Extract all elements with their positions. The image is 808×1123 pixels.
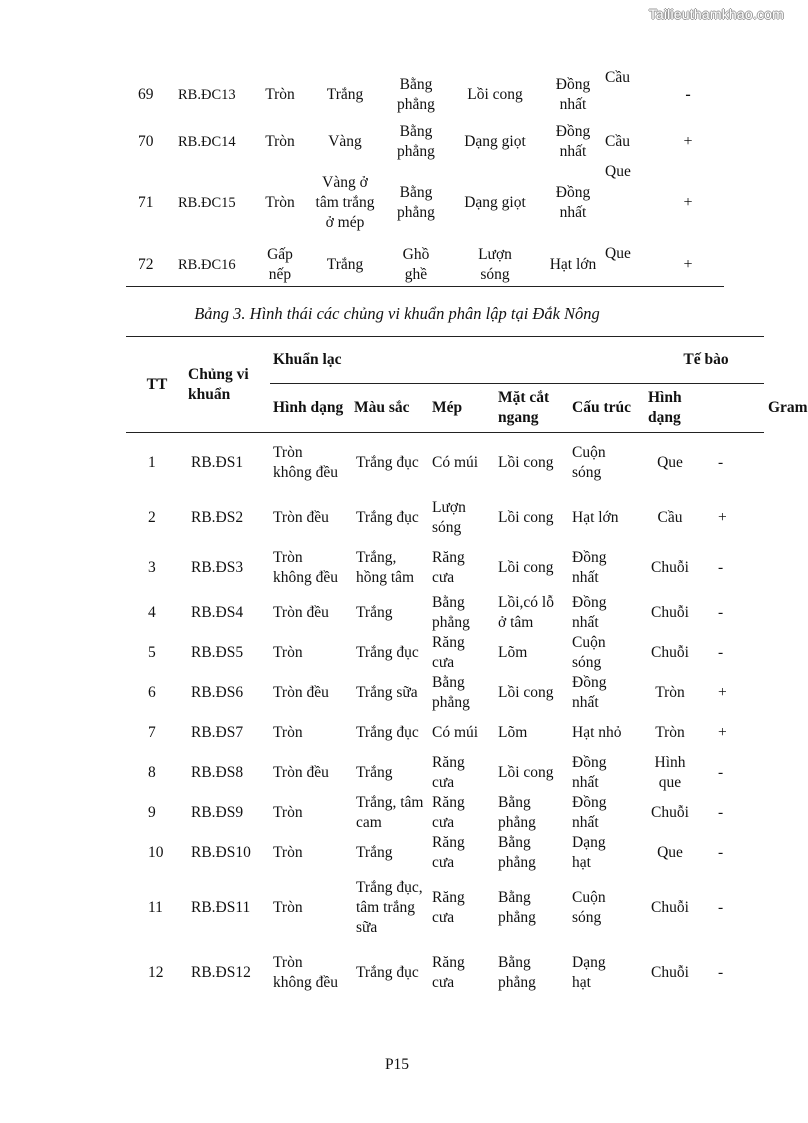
row-color: Trắng đục — [356, 453, 419, 471]
row-gram: + — [718, 723, 727, 741]
row-edge: Răng cưa — [432, 548, 465, 586]
row-structure: Cuộn sóng — [572, 443, 606, 481]
row-shape: Tròn không đều — [273, 548, 339, 586]
row-tt: 5 — [148, 643, 156, 661]
row-structure: Cuộn sóng — [572, 888, 606, 926]
row-strain: RB.ĐS6 — [191, 683, 244, 701]
row-cross-section: Lồi cong — [467, 86, 523, 103]
row-strain: RB.ĐS9 — [191, 803, 244, 821]
header-color: Màu sắc — [354, 384, 432, 433]
row-edge: Bằng phẳng — [397, 76, 435, 113]
row-color: Trắng đục — [356, 963, 419, 981]
row-tt: 7 — [148, 723, 156, 741]
header-cell: Tế bào — [648, 337, 764, 384]
row-gram: - — [718, 898, 724, 916]
table-row — [126, 68, 724, 122]
row-strain: RB.ĐS7 — [191, 723, 244, 741]
row-tt: 11 — [148, 898, 163, 916]
table-row — [126, 793, 764, 833]
row-edge: Bằng phẳng — [397, 184, 435, 221]
row-cross-section: Lượn sóng — [478, 245, 512, 283]
row-cross-section: Lồi,có lỗ ở tâm — [498, 593, 554, 631]
row-color: Vàng — [328, 133, 362, 150]
table-row — [126, 543, 764, 593]
row-cell-shape: Chuỗi — [651, 898, 689, 916]
row-tt: 10 — [148, 843, 164, 861]
row-tt: 9 — [148, 803, 156, 821]
row-edge: Răng cưa — [432, 633, 465, 671]
row-tt: 1 — [148, 453, 156, 471]
row-edge: Răng cưa — [432, 753, 465, 791]
row-gram: - — [718, 963, 724, 981]
table-row — [126, 753, 764, 793]
row-edge: Có múi — [432, 723, 479, 741]
row-structure: Hạt lớn — [572, 508, 619, 526]
row-edge: Bằng phẳng — [397, 123, 435, 160]
table-row — [126, 162, 724, 244]
row-tt: 8 — [148, 763, 156, 781]
row-edge: Lượn sóng — [432, 498, 466, 536]
row-shape: Tròn — [273, 723, 303, 741]
row-edge: Ghồ ghề — [402, 245, 430, 283]
row-tt: 70 — [138, 133, 154, 150]
row-gram: + — [683, 194, 693, 211]
row-edge: Răng cưa — [432, 793, 465, 831]
row-strain: RB.ĐS10 — [191, 843, 251, 861]
continuation-table — [126, 68, 724, 287]
header-tt: TT — [126, 337, 188, 433]
row-structure: Cuộn sóng — [572, 633, 606, 671]
table-row — [126, 943, 764, 1003]
row-cross-section: Lồi cong — [498, 683, 554, 701]
row-structure: Đồng nhất — [572, 593, 607, 631]
row-gram: + — [683, 133, 693, 150]
row-structure: Dạng hạt — [572, 833, 606, 871]
row-cell-shape: Chuỗi — [651, 643, 689, 661]
header-colony: Khuẩn lạc — [270, 337, 648, 384]
row-color: Trắng — [356, 843, 393, 861]
table-row — [126, 593, 764, 633]
row-shape: Gấp nếp — [267, 245, 293, 283]
row-color: Trắng — [356, 763, 393, 781]
header-shape: Hình dạng — [270, 384, 354, 433]
row-cross-section: Lõm — [498, 723, 528, 741]
table-row — [126, 873, 764, 943]
row-tt: 4 — [148, 603, 156, 621]
row-structure: Đồng nhất — [555, 184, 591, 221]
row-gram: - — [718, 603, 724, 621]
row-strain: RB.ĐS3 — [191, 558, 244, 576]
row-color: Trắng — [326, 255, 364, 273]
row-structure: Hạt lớn — [549, 255, 597, 273]
header-cell-shape: Hình dạng — [648, 384, 710, 433]
row-cell-shape: Que — [657, 843, 683, 861]
table-row — [126, 673, 764, 713]
table-row — [126, 433, 764, 493]
row-structure: Đồng nhất — [572, 548, 607, 586]
row-cross-section: Lồi cong — [498, 508, 554, 526]
row-tt: 72 — [138, 255, 154, 273]
table-row — [126, 633, 764, 673]
table-row — [126, 493, 764, 543]
row-gram: + — [718, 508, 727, 526]
row-cross-section: Bằng phẳng — [498, 953, 536, 991]
row-edge: Răng cưa — [432, 833, 465, 871]
row-cross-section: Dạng giọt — [464, 194, 526, 211]
row-cell-shape: Que — [605, 163, 631, 180]
row-shape: Tròn — [265, 86, 295, 103]
row-shape: Tròn — [273, 803, 303, 821]
row-shape: Tròn — [273, 898, 303, 916]
row-shape: Tròn đều — [273, 683, 329, 701]
row-structure: Đồng nhất — [555, 76, 591, 113]
row-strain: RB.ĐS2 — [191, 508, 244, 526]
table-row — [126, 122, 724, 162]
row-color: Trắng sữa — [356, 683, 418, 701]
row-color: Trắng, hồng tâm — [356, 548, 415, 586]
row-strain: RB.ĐC13 — [178, 87, 236, 103]
row-color: Trắng — [326, 86, 364, 103]
table-row — [126, 833, 764, 873]
row-gram: - — [718, 763, 724, 781]
watermark: Tailieuthamkhao.com — [648, 6, 784, 22]
page-number: P15 — [384, 1056, 410, 1073]
row-tt: 2 — [148, 508, 156, 526]
row-cell-shape: Que — [657, 453, 683, 471]
row-gram: + — [683, 255, 693, 273]
header-structure: Cấu trúc — [572, 384, 648, 433]
row-strain: RB.ĐC16 — [178, 256, 236, 273]
row-shape: Tròn đều — [273, 763, 329, 781]
row-cell-shape: Chuỗi — [651, 558, 689, 576]
row-strain: RB.ĐS12 — [191, 963, 251, 981]
row-cross-section: Dạng giọt — [464, 133, 526, 150]
row-cross-section: Lồi cong — [498, 453, 554, 471]
row-structure: Đồng nhất — [555, 123, 591, 160]
row-strain: RB.ĐC15 — [178, 195, 236, 211]
row-strain: RB.ĐS8 — [191, 763, 244, 781]
morphology-table — [126, 336, 808, 1003]
row-cross-section: Lõm — [498, 643, 528, 661]
row-cross-section: Lồi cong — [498, 558, 554, 576]
row-edge: Có múi — [432, 453, 479, 471]
row-edge: Bằng phẳng — [432, 593, 470, 631]
row-strain: RB.ĐS11 — [191, 898, 251, 916]
row-strain: RB.ĐS4 — [191, 603, 244, 621]
row-cell-shape: Tròn — [655, 683, 685, 701]
row-gram: - — [718, 453, 724, 471]
row-cell-shape: Chuỗi — [651, 963, 689, 981]
row-cell-shape: Cầu — [605, 133, 630, 150]
row-edge: Bằng phẳng — [432, 673, 470, 711]
row-shape: Tròn không đều — [273, 953, 339, 991]
row-color: Trắng đục, tâm trắng sữa — [356, 878, 423, 936]
row-tt: 3 — [148, 558, 156, 576]
row-cross-section: Lồi cong — [498, 763, 554, 781]
row-gram: - — [718, 803, 724, 821]
row-strain: RB.ĐS5 — [191, 643, 244, 661]
row-edge: Răng cưa — [432, 888, 465, 926]
row-shape: Tròn không đều — [273, 443, 339, 481]
row-color: Trắng — [356, 603, 393, 621]
row-color: Trắng đục — [356, 723, 419, 741]
row-cross-section: Bằng phẳng — [498, 888, 536, 926]
header-gram: Gram — [710, 384, 764, 433]
row-cell-shape: Cầu — [605, 69, 630, 86]
row-color: Trắng đục — [356, 643, 419, 661]
row-structure: Hạt nhỏ — [572, 723, 622, 741]
row-gram: - — [718, 643, 724, 661]
row-tt: 6 — [148, 683, 156, 701]
row-cell-shape: Hình que — [654, 753, 686, 791]
row-color: Trắng đục — [356, 508, 419, 526]
row-color: Vàng ở tâm trắng ở mép — [315, 174, 375, 231]
table-caption: Bảng 3. Hình thái các chủng vi khuẩn phân lập tại Đắk Nông — [194, 304, 600, 323]
row-structure: Dạng hạt — [572, 953, 606, 991]
row-shape: Tròn — [273, 843, 303, 861]
row-cross-section: Bằng phẳng — [498, 833, 536, 871]
row-tt: 12 — [148, 963, 164, 981]
row-cross-section: Bằng phẳng — [498, 793, 536, 831]
header-edge: Mép — [432, 384, 498, 433]
row-shape: Tròn đều — [273, 603, 329, 621]
row-strain: RB.ĐC14 — [178, 134, 236, 150]
row-gram: - — [718, 843, 724, 861]
row-cell-shape: Chuỗi — [651, 803, 689, 821]
row-cell-shape: Cầu — [657, 508, 683, 526]
row-gram: - — [718, 558, 724, 576]
row-gram: + — [718, 683, 727, 701]
row-shape: Tròn — [265, 133, 295, 150]
row-strain: RB.ĐS1 — [191, 453, 244, 471]
row-structure: Đồng nhất — [572, 673, 607, 711]
row-shape: Tròn — [273, 643, 303, 661]
row-cell-shape: Que — [605, 245, 631, 262]
row-cell-shape: Tròn — [655, 723, 685, 741]
row-structure: Đồng nhất — [572, 793, 607, 831]
row-cell-shape: Chuỗi — [651, 603, 689, 621]
header-cross-section: Mặt cắt ngang — [498, 384, 572, 433]
table-row — [126, 244, 724, 286]
row-shape: Tròn đều — [273, 508, 329, 526]
table-row — [126, 713, 764, 753]
header-strain: Chủng vi khuẩn — [188, 337, 270, 433]
row-color: Trắng, tâm cam — [356, 793, 424, 831]
row-tt: 71 — [138, 194, 154, 211]
row-tt: 69 — [138, 86, 154, 103]
row-structure: Đồng nhất — [572, 753, 607, 791]
row-edge: Răng cưa — [432, 953, 465, 991]
row-gram: - — [685, 86, 691, 103]
row-shape: Tròn — [265, 194, 295, 211]
